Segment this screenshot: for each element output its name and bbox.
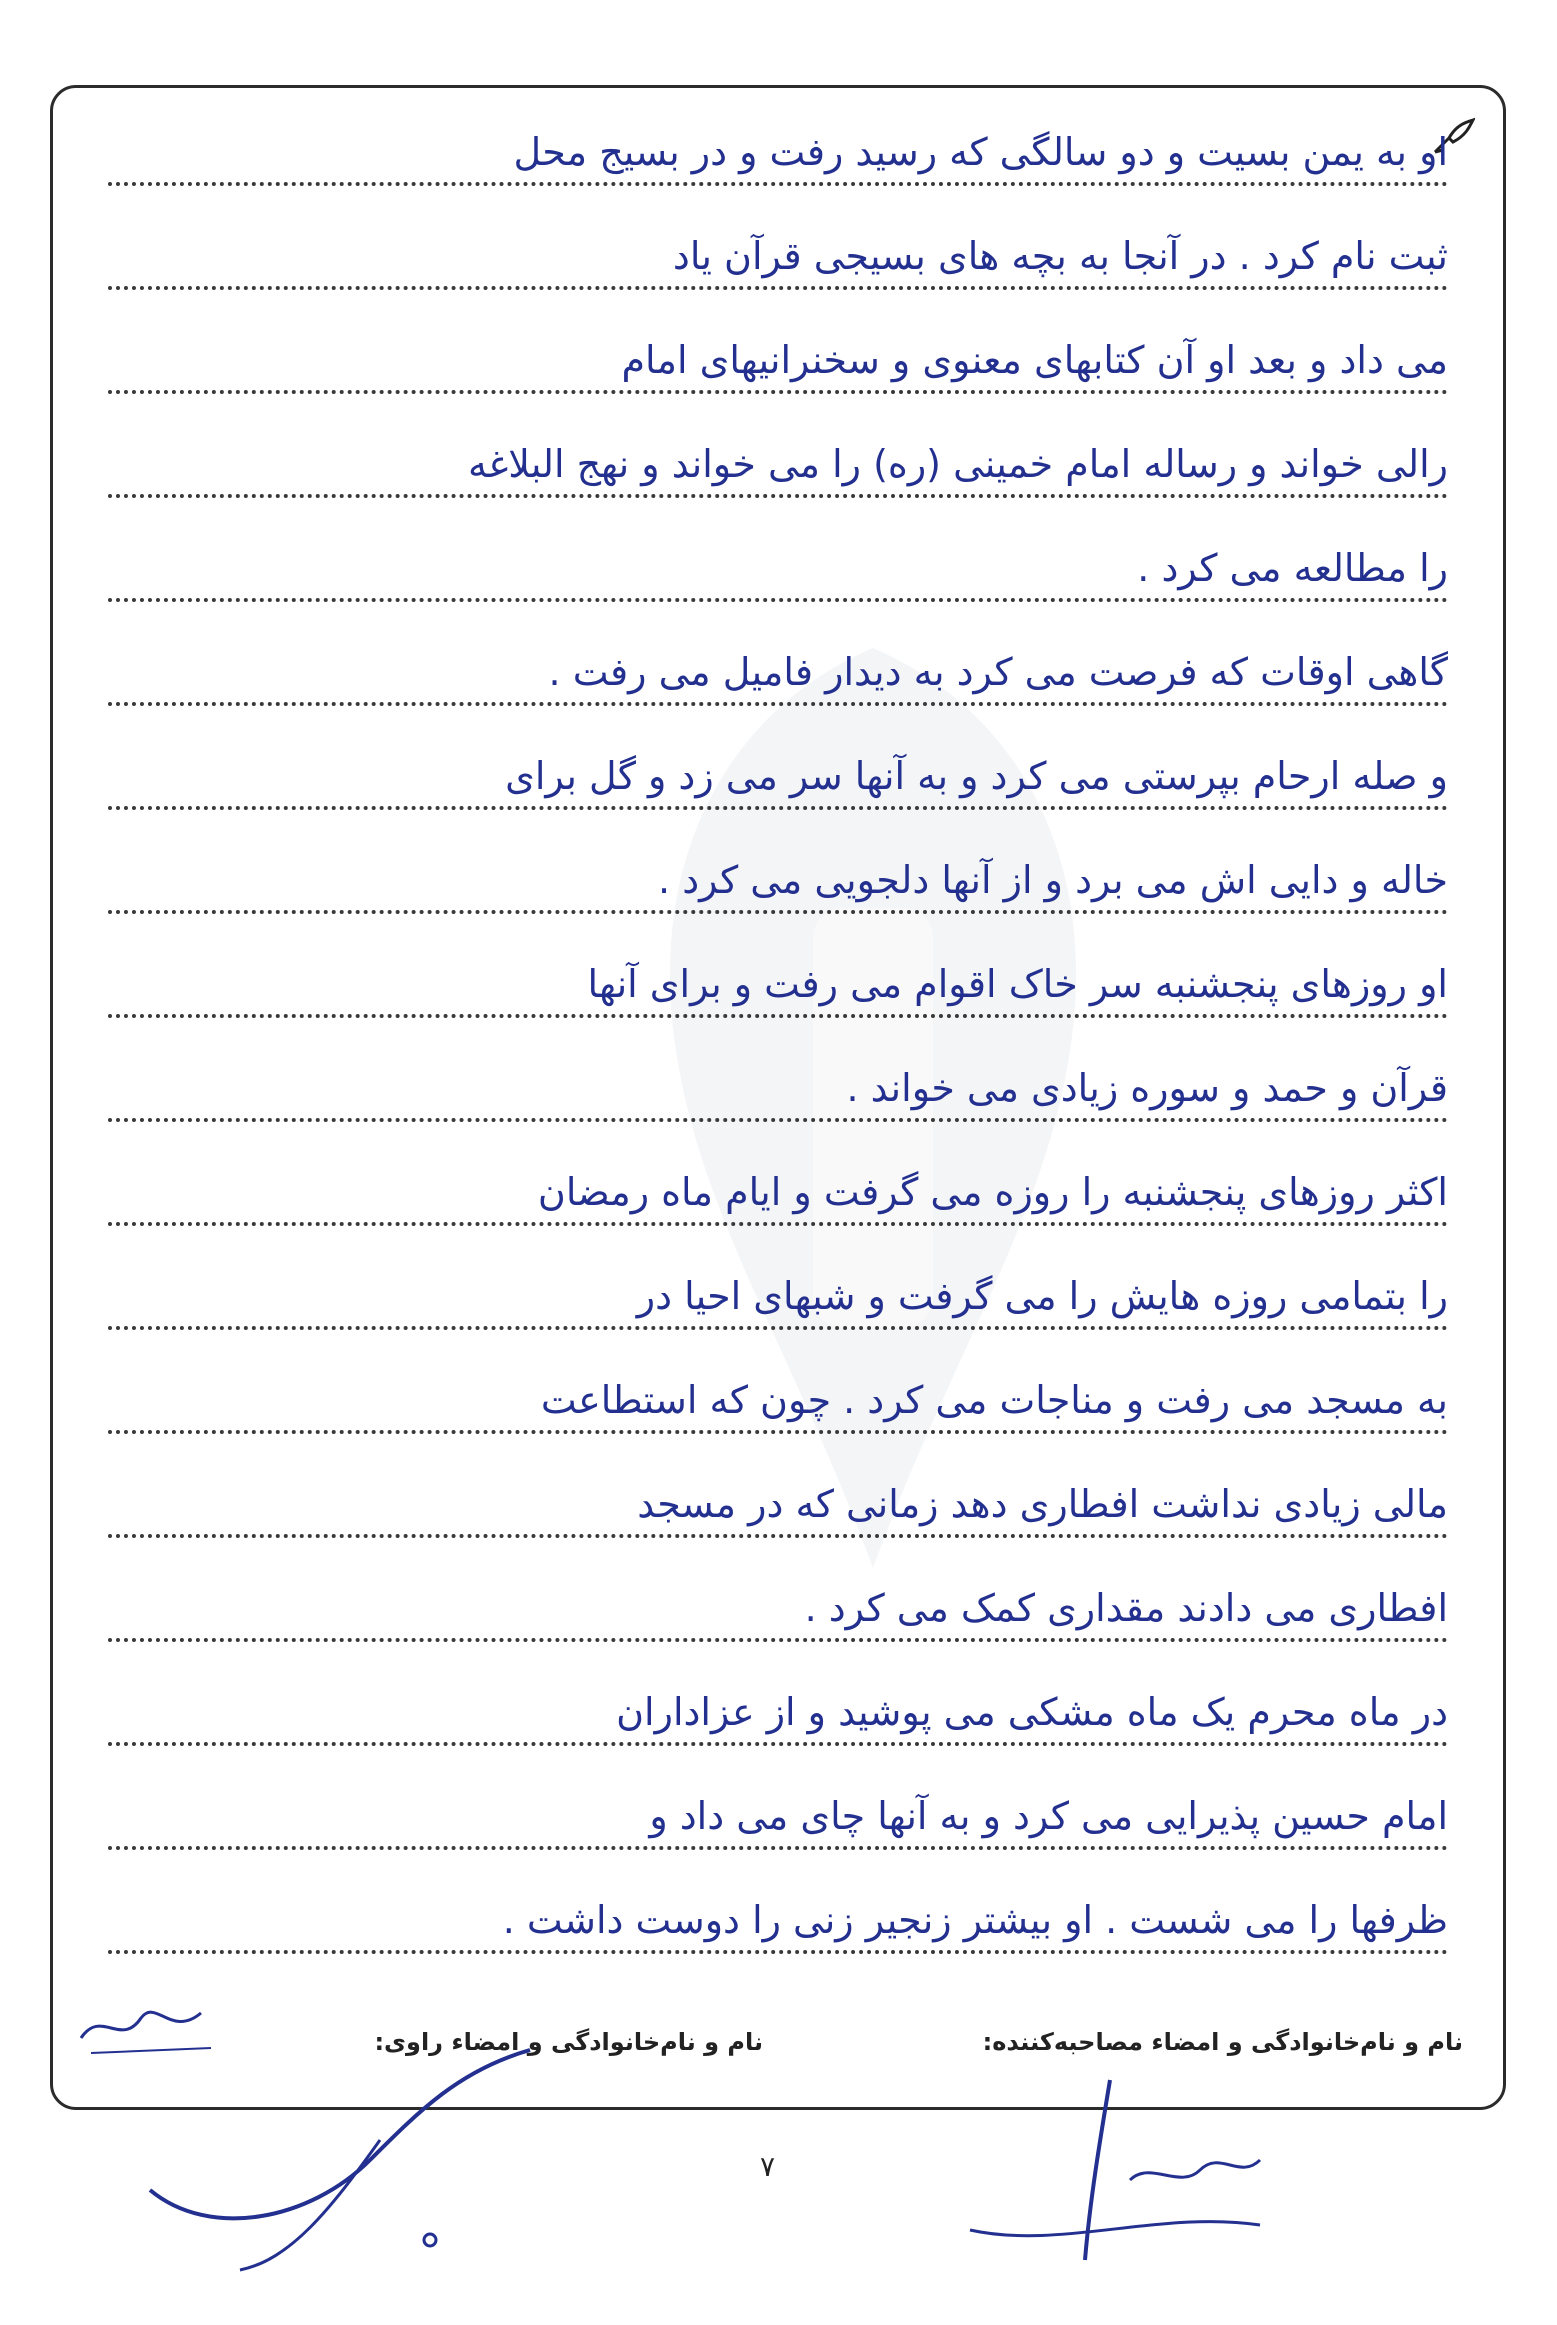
dotted-rule	[108, 1326, 1448, 1330]
handwritten-line	[108, 608, 1448, 706]
dotted-rule	[108, 598, 1448, 602]
dotted-rule	[108, 390, 1448, 394]
line-text: گاهی اوقات که فرصت می کرد به دیدار فامیل می رفت .	[548, 650, 1448, 694]
line-text: می داد و بعد او آن کتابهای معنوی و سخنرانیهای امام	[621, 338, 1448, 382]
dotted-rule	[108, 910, 1448, 914]
dotted-rule	[108, 1950, 1448, 1954]
handwritten-line	[108, 1752, 1448, 1850]
interviewer-signature	[940, 2060, 1280, 2290]
line-text: ثبت نام کرد . در آنجا به بچه های بسیجی قرآن یاد	[672, 234, 1448, 278]
line-text: به مسجد می رفت و مناجات می کرد . چون که استطاعت	[540, 1378, 1448, 1422]
dotted-rule	[108, 1222, 1448, 1226]
handwritten-line	[108, 1232, 1448, 1330]
dotted-rule	[108, 1846, 1448, 1850]
line-text: ظرفها را می شست . او بیشتر زنجیر زنی را دوست داشت .	[502, 1898, 1448, 1942]
handwritten-line	[108, 1544, 1448, 1642]
line-text: را مطالعه می کرد .	[1137, 546, 1448, 590]
handwritten-line	[108, 1024, 1448, 1122]
line-text: افطاری می دادند مقداری کمک می کرد .	[804, 1586, 1448, 1630]
line-text: امام حسین پذیرایی می کرد و به آنها چای می داد و	[649, 1794, 1448, 1838]
handwritten-line	[108, 296, 1448, 394]
line-text: او به یمن بسیت و دو سالگی که رسید رفت و در بسیج محل	[513, 130, 1448, 174]
line-text: مالی زیادی نداشت افطاری دهد زمانی که در مسجد	[637, 1482, 1448, 1526]
handwritten-line	[108, 1648, 1448, 1746]
dotted-rule	[108, 1430, 1448, 1434]
handwritten-line	[108, 1856, 1448, 1954]
narrator-signature	[130, 2040, 550, 2280]
handwritten-line	[108, 712, 1448, 810]
dotted-rule	[108, 806, 1448, 810]
ruled-lines	[108, 88, 1448, 2048]
handwritten-line	[108, 1440, 1448, 1538]
page-frame	[50, 85, 1506, 2110]
handwritten-line	[108, 816, 1448, 914]
handwritten-line	[108, 192, 1448, 290]
line-text: در ماه محرم یک ماه مشکی می پوشید و از عزاداران	[616, 1690, 1448, 1734]
dotted-rule	[108, 494, 1448, 498]
dotted-rule	[108, 1014, 1448, 1018]
handwritten-line	[108, 1128, 1448, 1226]
line-text: اکثر روزهای پنجشنبه را روزه می گرفت و ایام ماه رمضان	[537, 1170, 1448, 1214]
interviewer-label: نام و نام‌خانوادگی و امضاء مصاحبه‌کننده:	[982, 2028, 1463, 2056]
line-text: خاله و دایی اش می برد و از آنها دلجویی می کرد .	[658, 858, 1448, 902]
narrator-label: نام و نام‌خانوادگی و امضاء راوی:	[374, 2028, 763, 2056]
line-text: رالی خواند و رساله امام خمینی (ره) را می خواند و نهج البلاغه	[467, 442, 1448, 486]
page-number: ۷	[760, 2150, 776, 2183]
line-text: را بتمامی روزه هایش را می گرفت و شبهای احیا در	[636, 1274, 1448, 1318]
dotted-rule	[108, 182, 1448, 186]
dotted-rule	[108, 1534, 1448, 1538]
handwritten-line	[108, 920, 1448, 1018]
line-text: قرآن و حمد و سوره زیادی می خواند .	[846, 1066, 1448, 1110]
handwritten-line	[108, 400, 1448, 498]
dotted-rule	[108, 286, 1448, 290]
dotted-rule	[108, 702, 1448, 706]
handwritten-line	[108, 88, 1448, 186]
line-text: و صله ارحام بپرستی می کرد و به آنها سر می زد و گل برای	[505, 754, 1448, 798]
handwritten-line	[108, 1336, 1448, 1434]
dotted-rule	[108, 1638, 1448, 1642]
handwritten-line	[108, 504, 1448, 602]
line-text: او روزهای پنجشنبه سر خاک اقوام می رفت و برای آنها	[587, 962, 1448, 1006]
dotted-rule	[108, 1118, 1448, 1122]
dotted-rule	[108, 1742, 1448, 1746]
